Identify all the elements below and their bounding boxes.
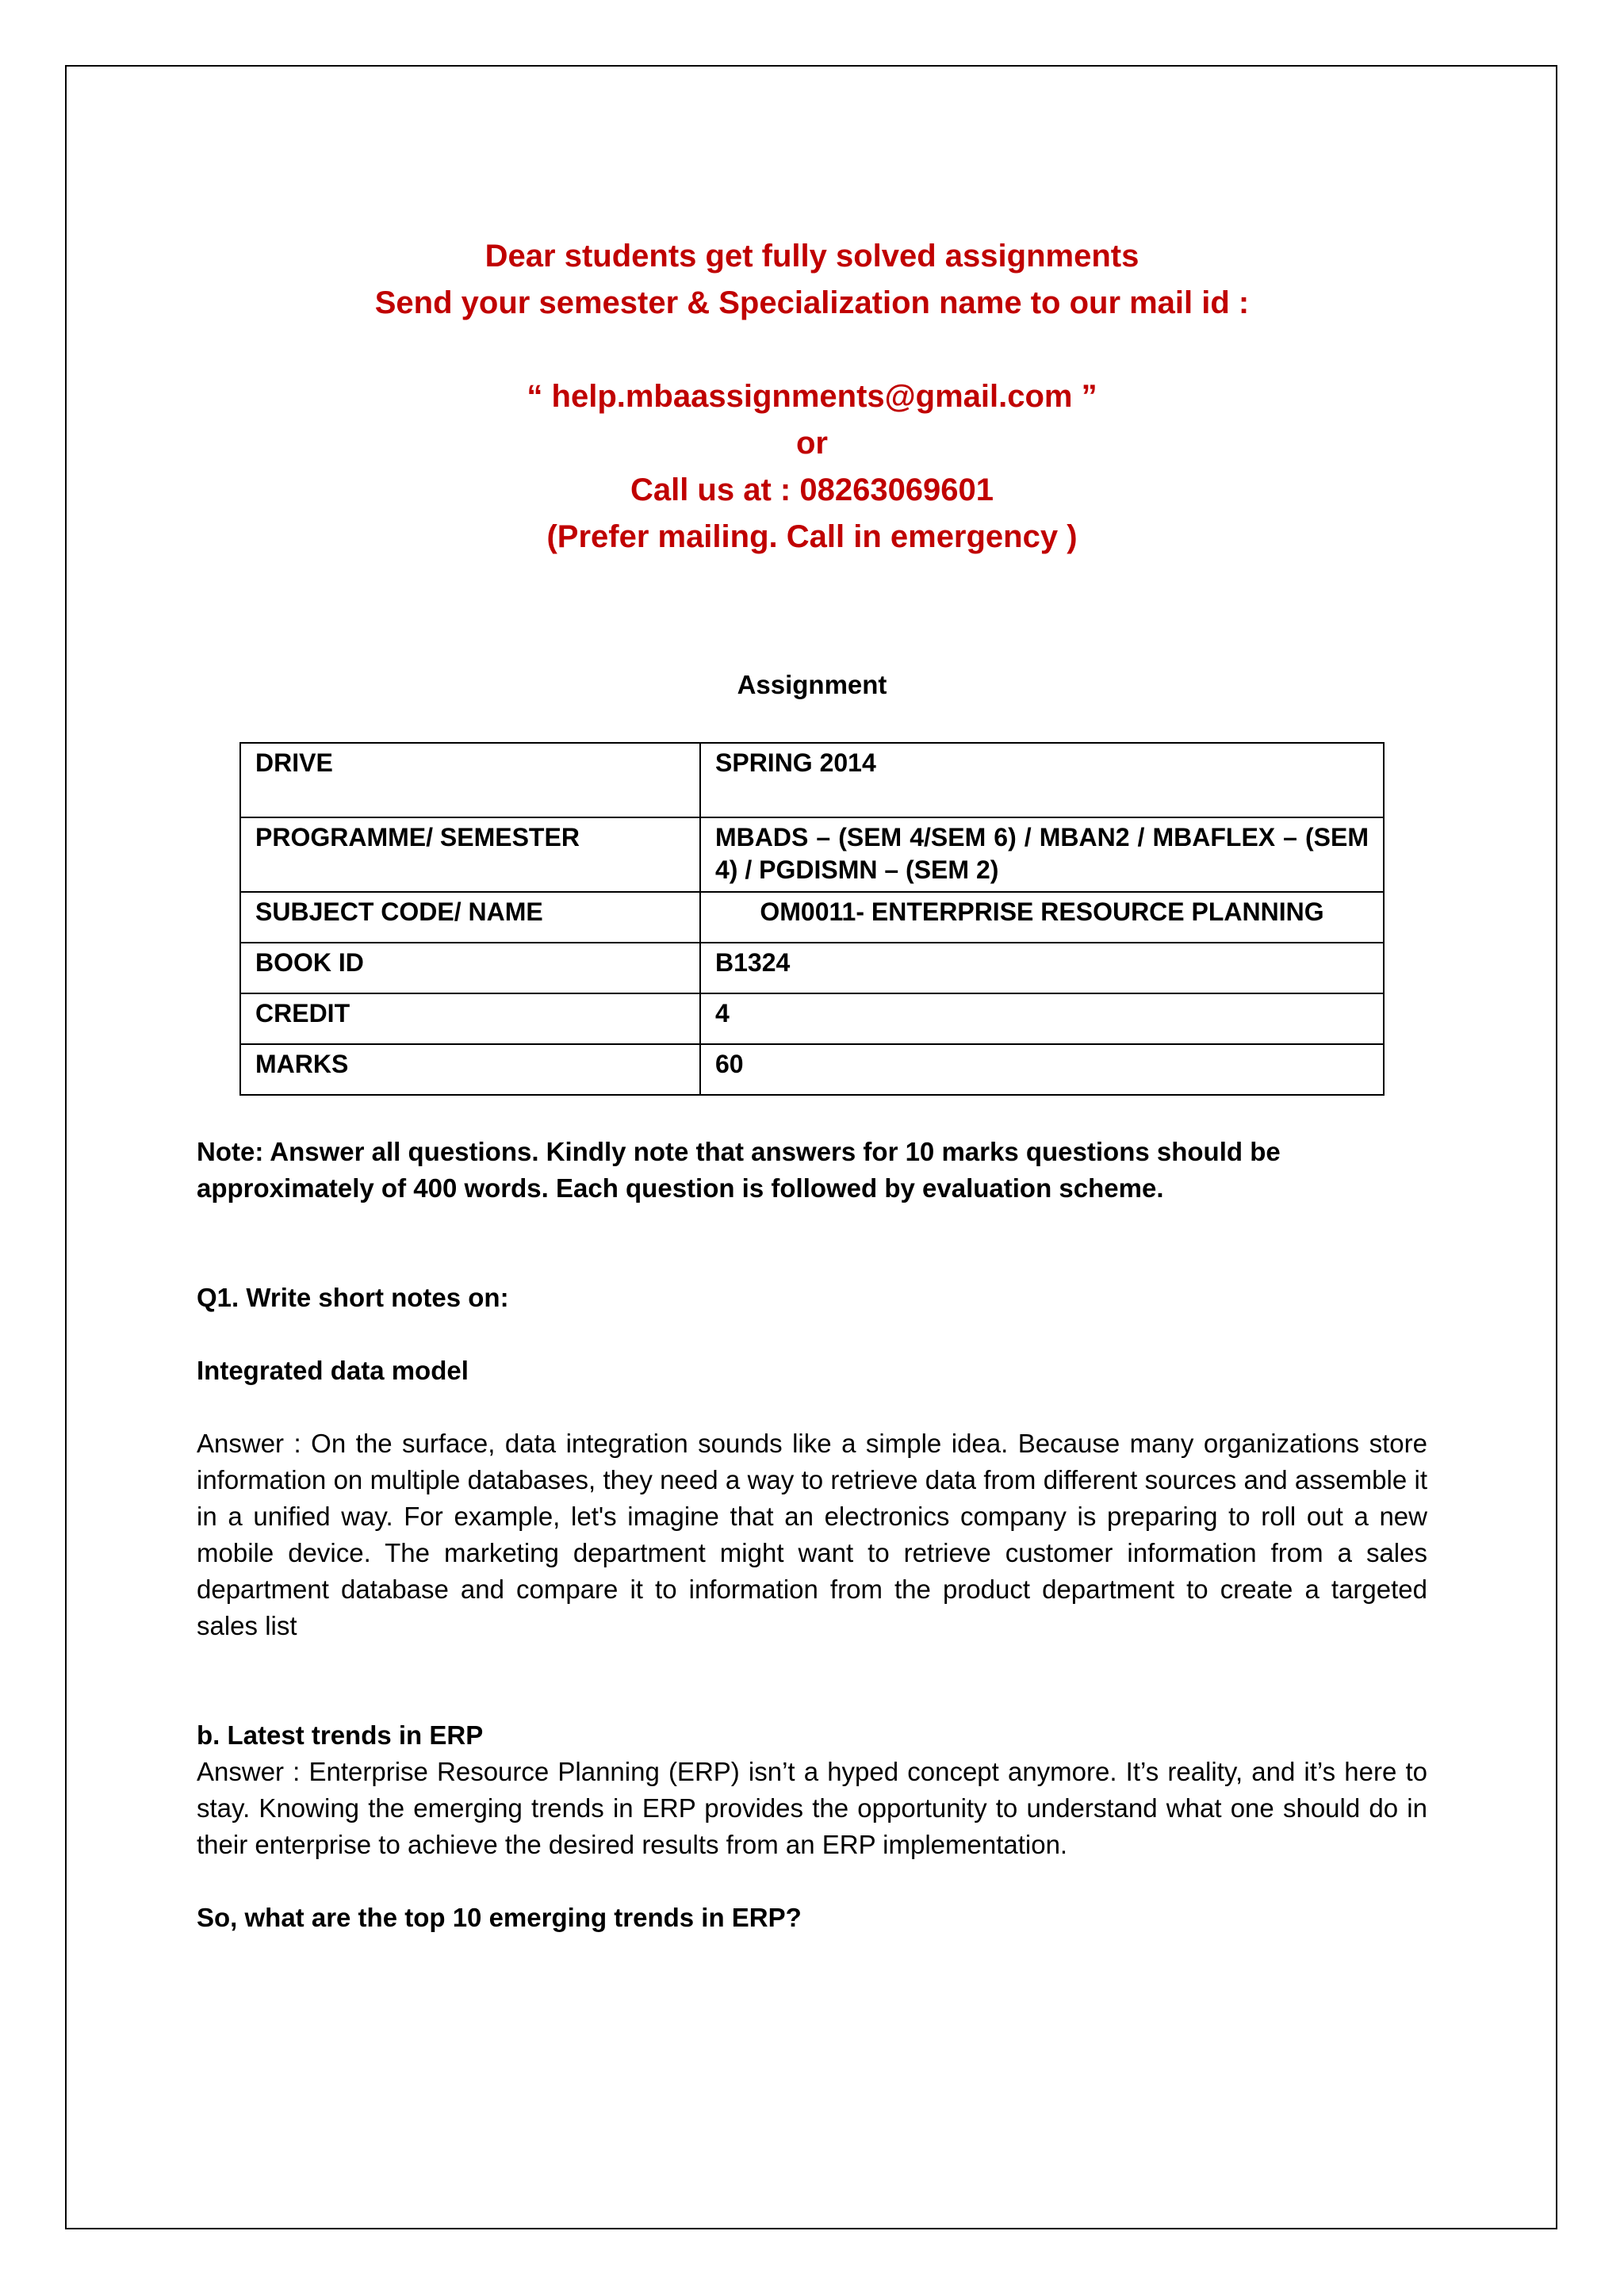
table-row — [240, 1044, 1384, 1095]
row-value: OM0011- ENTERPRISE RESOURCE PLANNING — [700, 892, 1384, 943]
table-row — [240, 943, 1384, 993]
assignment-table — [239, 742, 1385, 1096]
document-content — [197, 1134, 1427, 1936]
part-a-answer: Answer : On the surface, data integration sounds like a simple idea. Because many organizations store information on multiple databases, they need a way to retrieve data from different sources and assemble it in a unified way. For example, let's imagine that an electronics company is preparing to roll out a new mobile device. The marketing department might want to retrieve customer information from a sales department database and compare it to information from the product department to create a targeted sales list — [197, 1429, 1427, 1640]
row-label: MARKS — [240, 1044, 700, 1095]
row-value: 4 — [700, 993, 1384, 1044]
row-label: DRIVE — [240, 743, 700, 817]
promo-block — [0, 233, 1624, 561]
row-value: B1324 — [700, 943, 1384, 993]
table-row — [240, 993, 1384, 1044]
promo-note: (Prefer mailing. Call in emergency ) — [546, 519, 1078, 554]
promo-line-1: Dear students get fully solved assignments — [485, 239, 1139, 274]
part-a-title: Integrated data model — [197, 1356, 469, 1385]
part-b-answer: Answer : Enterprise Resource Planning (ERP) isn’t a hyped concept anymore. It’s reality, and it’s here to stay. Knowing the emerging trends in ERP provides the opportunity to understand what one should do in their enterprise to achieve the desired results from an ERP implementation. — [197, 1757, 1427, 1859]
promo-email: “ help.mbaassignments@gmail.com ” — [527, 379, 1097, 414]
assignment-title: Assignment — [737, 670, 887, 699]
promo-line-2: Send your semester & Specialization name to our mail id : — [374, 285, 1250, 320]
trends-question: So, what are the top 10 emerging trends in ERP? — [197, 1903, 802, 1932]
q1-heading: Q1. Write short notes on: — [197, 1283, 509, 1312]
part-b-title: b. Latest trends in ERP — [197, 1720, 484, 1750]
row-label: CREDIT — [240, 993, 700, 1044]
table-row — [240, 817, 1384, 892]
table-row — [240, 892, 1384, 943]
row-value: SPRING 2014 — [700, 743, 1384, 817]
row-label: PROGRAMME/ SEMESTER — [240, 817, 700, 892]
promo-spacer — [0, 327, 1624, 373]
promo-or: or — [796, 426, 828, 461]
row-value: 60 — [700, 1044, 1384, 1095]
promo-phone: Call us at : 08263069601 — [630, 473, 994, 507]
instructions-note: Note: Answer all questions. Kindly note that answers for 10 marks questions should be approximately of 400 words. Each question is followed by evaluation scheme. — [197, 1137, 1281, 1203]
row-label: SUBJECT CODE/ NAME — [240, 892, 700, 943]
row-value: MBADS – (SEM 4/SEM 6) / MBAN2 / MBAFLEX – (SEM 4) / PGDISMN – (SEM 2) — [700, 817, 1384, 892]
table-row — [240, 743, 1384, 817]
row-label: BOOK ID — [240, 943, 700, 993]
